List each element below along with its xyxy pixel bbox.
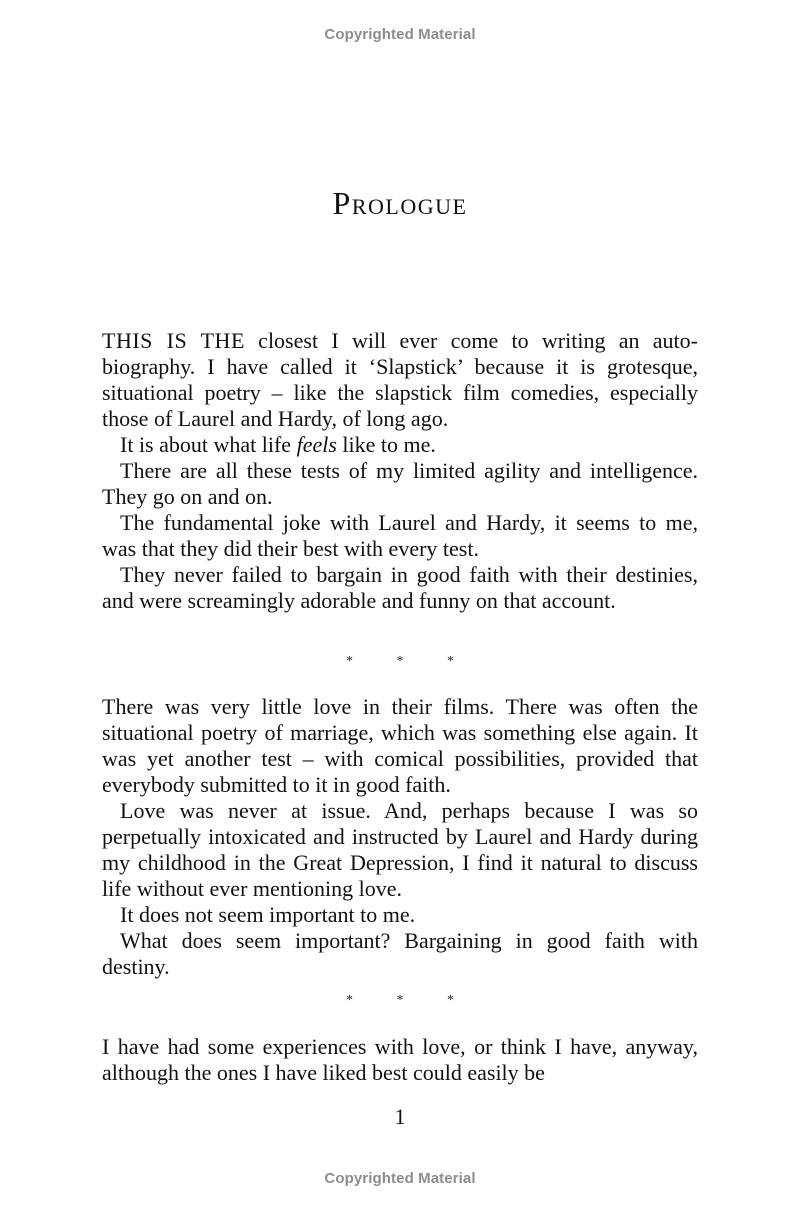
paragraph: I have had some experiences with love, or think I have, anyway, although the ones I have liked best could easily be: [102, 1034, 698, 1085]
paragraph: There are all these tests of my limited agility and intelligence. They go on and on.: [102, 458, 698, 509]
copyright-watermark-bottom: Copyrighted Material: [324, 1170, 476, 1187]
paragraph-text: closest I will ever come to writing an auto-biography. I have called it ‘Slapstick’ because it is grotesque, situational poetry – like the slapstick film comedies, especially those of Laurel and Hardy, of long ago.: [102, 328, 698, 431]
paragraph: Love was never at issue. And, perhaps because I was so perpetually intoxicated and instructed by Laurel and Hardy during my childhood in the Great Depression, I find it natural to discuss life without ever mentioning love.: [102, 798, 698, 901]
paragraph: [102, 432, 698, 458]
copyright-watermark-top: Copyrighted Material: [324, 26, 476, 43]
section-separator: * * *: [346, 993, 474, 1008]
paragraph-text: like to me.: [336, 432, 436, 457]
chapter-title: Prologue: [332, 185, 468, 221]
paragraph: It does not seem important to me.: [120, 902, 416, 927]
paragraph-text: It is about what life: [120, 432, 297, 457]
prologue-section-2: [102, 694, 698, 980]
paragraph: [102, 328, 698, 432]
prologue-section-3: [102, 1034, 698, 1086]
paragraph: There was very little love in their films. There was often the situational poetry of marriage, which was something else again. It was yet another test – with comical possibilities, provided that everybody submitted to it in good faith.: [102, 694, 698, 797]
prologue-section-1: [102, 328, 698, 614]
paragraph: The fundamental joke with Laurel and Hardy, it seems to me, was that they did their best with every test.: [102, 510, 698, 561]
paragraph: What does seem important? Bargaining in good faith with destiny.: [102, 928, 698, 979]
opening-words: THIS IS THE: [102, 328, 245, 353]
emphasized-word: feels: [296, 432, 337, 457]
page-number: 1: [394, 1104, 406, 1129]
paragraph: They never failed to bargain in good faith with their destinies, and were screamingly adorable and funny on that account.: [102, 562, 698, 613]
section-separator: * * *: [346, 654, 474, 669]
